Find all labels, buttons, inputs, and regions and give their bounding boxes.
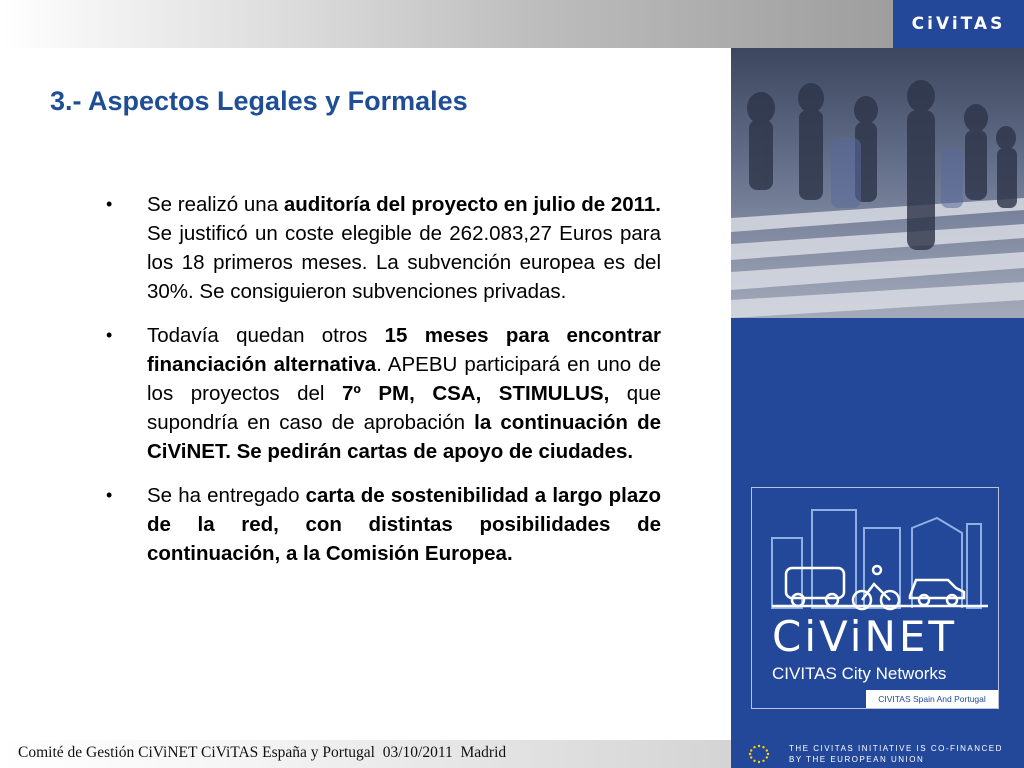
bullet-item-1 bbox=[100, 190, 661, 306]
civinet-subtitle: CIVITAS City Networks bbox=[772, 664, 947, 683]
text-run: Se realizó una bbox=[147, 193, 284, 216]
bullet-text bbox=[147, 190, 661, 306]
eu-notice-line-2: BY THE EUROPEAN UNION bbox=[789, 755, 925, 764]
civitas-logo bbox=[893, 0, 1024, 48]
bullet-item-3 bbox=[100, 481, 661, 568]
eu-notice-line-1: THE CIVITAS INITIATIVE IS CO-FINANCED bbox=[789, 744, 1003, 753]
slide-title: 3.- Aspectos Legales y Formales bbox=[50, 86, 468, 116]
header-gradient-bar bbox=[0, 0, 893, 48]
text-run: que supondría en caso de aprobación bbox=[147, 382, 661, 434]
bold-text-run: carta de sostenibilidad a largo plazo de la red, con distintas posibilidades de continuación, a la Comisión Europea. bbox=[147, 484, 661, 565]
bold-text-run: 15 meses para encontrar financiación alternativa bbox=[147, 324, 662, 376]
civinet-logo-card bbox=[751, 487, 999, 709]
bold-text-run: auditoría del proyecto en julio de 2011. bbox=[283, 193, 661, 216]
bullet-marker-icon: • bbox=[106, 485, 113, 505]
text-run: . APEBU participará en uno de los proyectos del bbox=[147, 353, 661, 405]
civitas-logo-text: CiViTAS bbox=[911, 14, 1006, 34]
bold-text-run: la continuación de CiViNET. Se pedirán cartas de apoyo de ciudades. bbox=[147, 411, 661, 463]
text-run: Se justificó un coste elegible de 262.083,27 Euros para los 18 primeros meses. La subvención europea es del 30%. Se consiguieron subvenciones privadas. bbox=[147, 222, 661, 303]
eu-notice-text bbox=[789, 743, 1003, 765]
bullet-marker-icon: • bbox=[106, 325, 113, 345]
bullet-marker-icon: • bbox=[106, 194, 113, 214]
bullet-text bbox=[147, 481, 661, 568]
text-run: Se ha entregado bbox=[147, 484, 306, 507]
eu-cofinancing-notice bbox=[731, 740, 1024, 768]
city-skyline-illustration bbox=[752, 488, 998, 613]
civinet-title: CiViNET bbox=[772, 612, 958, 661]
text-run: Todavía quedan otros bbox=[147, 324, 385, 347]
bold-text-run: 7º PM, CSA, STIMULUS, bbox=[341, 382, 610, 405]
pedestrian-crossing-photo bbox=[731, 48, 1024, 318]
eu-flag-icon bbox=[739, 743, 779, 765]
bullet-list bbox=[100, 190, 661, 583]
bullet-item-2 bbox=[100, 321, 661, 466]
civinet-footer-label: CIVITAS Spain And Portugal bbox=[866, 690, 998, 708]
bullet-text bbox=[147, 321, 661, 466]
footer-text: Comité de Gestión CiViNET CiViTAS España y Portugal 03/10/2011 Madrid bbox=[18, 744, 507, 761]
